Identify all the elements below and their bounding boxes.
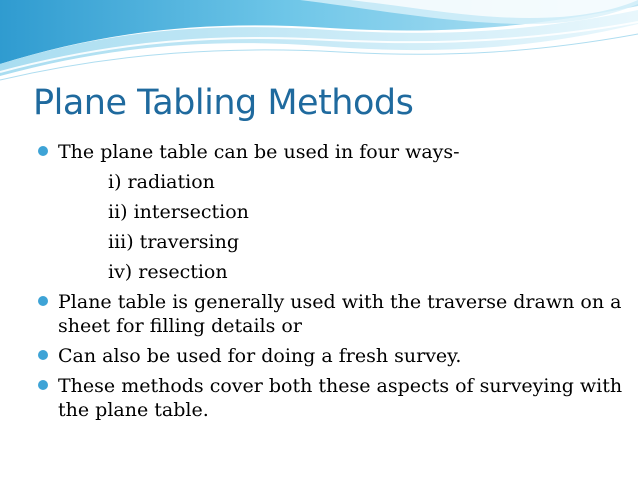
sub-item-traversing: iii) traversing	[108, 231, 240, 253]
bullet-item	[38, 371, 623, 425]
bullet-text: These methods cover both these aspects of surveying with the plane table.	[58, 375, 623, 421]
sub-item-radiation: i) radiation	[108, 171, 215, 193]
sub-item-resection: iv) resection	[108, 261, 228, 283]
bullet-item	[38, 341, 623, 371]
bullet-item	[38, 287, 623, 341]
bullet-dot-icon	[38, 350, 48, 360]
bullet-text: The plane table can be used in four ways-	[58, 141, 460, 163]
bullet-item	[38, 137, 623, 167]
bullet-text: Can also be used for doing a fresh survey.	[58, 345, 462, 367]
bullet-text: Plane table is generally used with the traverse drawn on a sheet for filling details or	[58, 291, 622, 337]
bullet-dot-icon	[38, 296, 48, 306]
bullet-dot-icon	[38, 380, 48, 390]
bullet-list	[38, 137, 623, 425]
bullet-dot-icon	[38, 146, 48, 156]
sub-item-intersection: ii) intersection	[108, 201, 249, 223]
slide-title: Plane Tabling Methods	[33, 83, 414, 123]
